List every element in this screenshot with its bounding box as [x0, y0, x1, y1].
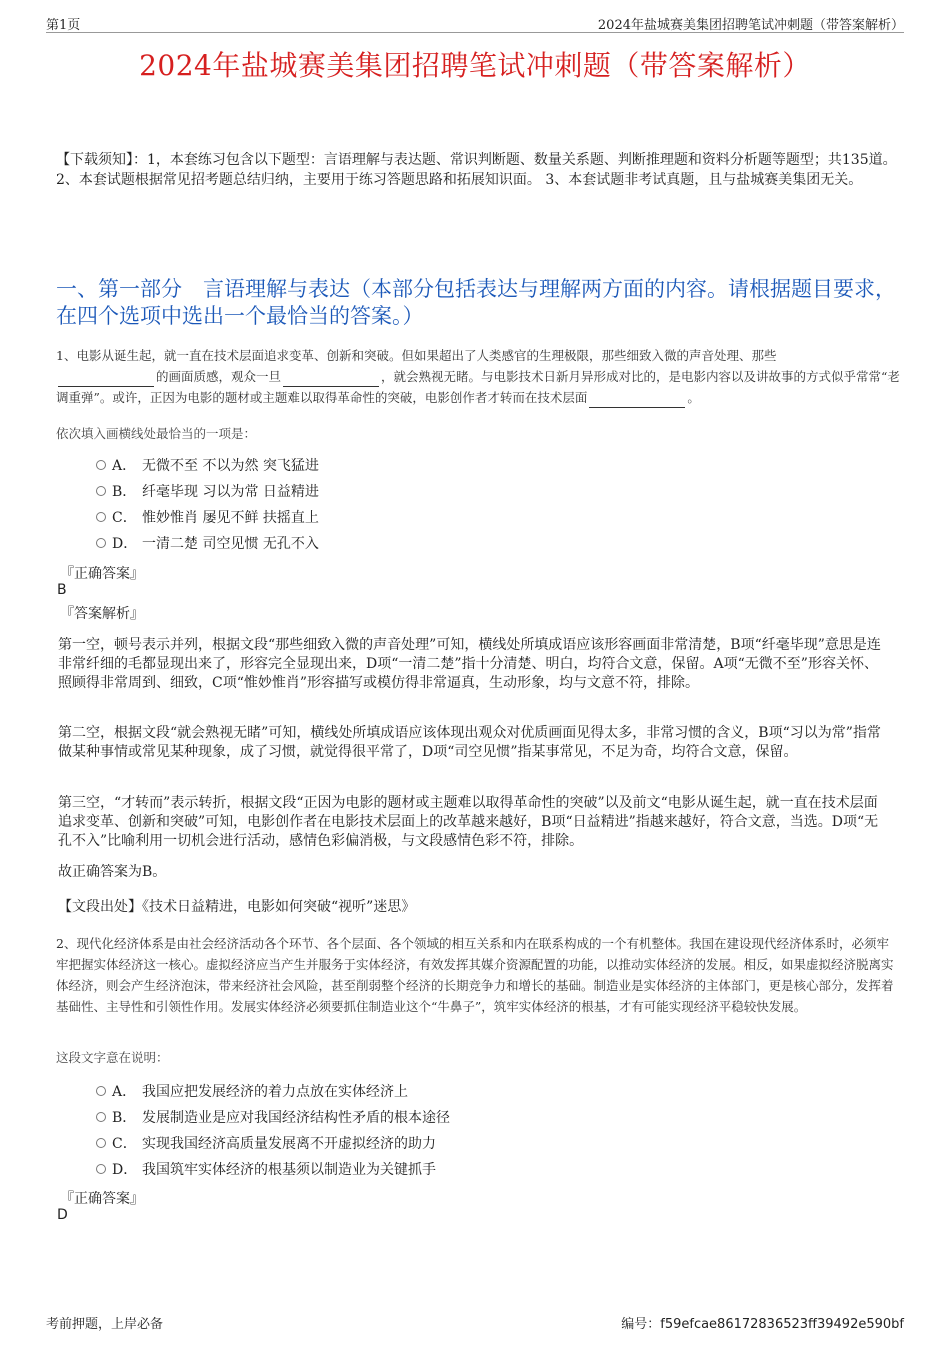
question-1-text: [56, 345, 901, 408]
option-text: 惟妙惟肖 屡见不鲜 扶摇直上: [142, 510, 319, 526]
radio-icon[interactable]: [96, 1164, 106, 1174]
option-text: 无微不至 不以为然 突飞猛进: [142, 458, 319, 474]
question-1-part-b: 的画面质感，观众一旦: [156, 369, 282, 384]
analysis-paragraph-2: 第二空，根据文段“就会熟视无睹”可知，横线处所填成语应该体现出观众对优质画面见得太多，非常习惯的含义，B项“习以为常”指常做某种事情或常见某种现象，成了习惯，就觉得很平常了，D项“司空见惯”指某事常见，不足为奇，均符合文意，保留。: [58, 725, 881, 760]
option-text: 我国筑牢实体经济的根基须以制造业为关键抓手: [142, 1162, 436, 1178]
option-b[interactable]: [96, 1105, 450, 1131]
option-letter: A．: [112, 458, 137, 474]
radio-icon[interactable]: [96, 512, 106, 522]
option-text: 我国应把发展经济的着力点放在实体经济上: [142, 1084, 408, 1100]
radio-icon[interactable]: [96, 538, 106, 548]
question-2-options: [96, 1079, 450, 1183]
question-1-part-d: 。: [687, 390, 700, 405]
option-d[interactable]: [96, 1157, 450, 1183]
footer-slogan: 考前押题，上岸必备: [46, 1317, 164, 1332]
option-letter: A．: [112, 1084, 137, 1100]
correct-answer-1: B: [57, 582, 67, 598]
correct-answer-2: D: [57, 1207, 68, 1223]
blank-3: [589, 393, 685, 408]
answer-label-2: 『正确答案』: [60, 1191, 144, 1207]
page-header: [46, 12, 904, 33]
radio-icon[interactable]: [96, 486, 106, 496]
option-c[interactable]: [96, 505, 319, 531]
option-a[interactable]: [96, 453, 319, 479]
option-letter: B．: [112, 1110, 137, 1126]
analysis-conclusion: 故正确答案为B。: [58, 864, 167, 880]
option-text: 一清二楚 司空见惯 无孔不入: [142, 536, 319, 552]
blank-2: [283, 372, 379, 387]
document-title: 2024年盐城赛美集团招聘笔试冲刺题（带答案解析）: [139, 49, 811, 82]
option-text: 发展制造业是应对我国经济结构性矛盾的根本途径: [142, 1110, 450, 1126]
answer-label-1: 『正确答案』: [60, 566, 144, 582]
radio-icon[interactable]: [96, 460, 106, 470]
option-letter: B．: [112, 484, 137, 500]
analysis-paragraph-3: 第三空，“才转而”表示转折，根据文段“正因为电影的题材或主题难以取得革命性的突破”以及前文“电影从诞生起，就一直在技术层面追求变革、创新和突破”可知，电影创作者在电影技术层面上的改革越来越好，B项“日益精进”指越来越好，符合文意，当选。D项“无孔不入”比喻利用一切机会进行活动，感情色彩偏消极，与文段感情色彩不符，排除。: [58, 795, 879, 849]
question-2-prompt: 这段文字意在说明：: [56, 1050, 169, 1065]
option-letter: D．: [112, 536, 138, 552]
option-letter: C．: [112, 1136, 137, 1152]
text-source: 【文段出处】《技术日益精进，电影如何突破“视听”迷思》: [58, 899, 416, 915]
page-number: 第1页: [46, 18, 81, 33]
option-d[interactable]: [96, 531, 319, 557]
radio-icon[interactable]: [96, 1086, 106, 1096]
option-text: 实现我国经济高质量发展离不开虚拟经济的助力: [142, 1136, 436, 1152]
footer-serial: 编号：f59efcae86172836523ff39492e590bf: [621, 1317, 904, 1332]
option-text: 纤毫毕现 习以为常 日益精进: [142, 484, 319, 500]
question-1-part-c: ，就会熟视无睹。与电影技术日新月异形成对比的，是电影内容以及讲故事的方式似乎常常“老调重弹”。或许，正因为电影的题材或主题难以取得革命性的突破，电影创作者才转而在技术层面: [56, 369, 900, 405]
option-letter: D．: [112, 1162, 138, 1178]
question-1-options: [96, 453, 319, 557]
radio-icon[interactable]: [96, 1112, 106, 1122]
blank-1: [58, 372, 154, 387]
option-a[interactable]: [96, 1079, 450, 1105]
download-notice: 【下载须知】：1，本套练习包含以下题型：言语理解与表达题、常识判断题、数量关系题、判断推理题和资料分析题等题型；共135道。 2、本套试题根据常见招考题总结归纳，主要用于练习答题思路和拓展知识面。 3、本套试题非考试真题，且与盐城赛美集团无关。: [56, 152, 897, 188]
radio-icon[interactable]: [96, 1138, 106, 1148]
question-1-part-a: 1、电影从诞生起，就一直在技术层面追求变革、创新和突破。但如果超出了人类感官的生理极限，那些细致入微的声音处理、那些: [56, 348, 777, 363]
question-2-text: 2、现代化经济体系是由社会经济活动各个环节、各个层面、各个领域的相互关系和内在联系构成的一个有机整体。我国在建设现代经济体系时，必须牢牢把握实体经济这一核心。虚拟经济应当产生并服务于实体经济，有效发挥其媒介资源配置的功能，以推动实体经济的发展。相反，如果虚拟经济脱离实体经济，则会产生经济泡沫，带来经济社会风险，甚至削弱整个经济的长期竞争力和增长的基础。制造业是实体经济的主体部门，更是核心部分，发挥着基础性、主导性和引领性作用。发展实体经济必须要抓住制造业这个“牛鼻子”，筑牢实体经济的根基，才有可能实现经济平稳较快发展。: [56, 936, 894, 1014]
option-b[interactable]: [96, 479, 319, 505]
option-c[interactable]: [96, 1131, 450, 1157]
analysis-paragraph-1: 第一空，顿号表示并列，根据文段“那些细致入微的声音处理”可知，横线处所填成语应该形容画面非常清楚，B项“纤毫毕现”意思是连非常纤细的毛都显现出来了，形容完全显现出来，D项“一清二楚”指十分清楚、明白，均符合文意，保留。A项“无微不至”形容关怀、照顾得非常周到、细致，C项“惟妙惟肖”形容描写或模仿得非常逼真，生动形象，均与文意不符，排除。: [58, 637, 881, 691]
header-doc-title: 2024年盐城赛美集团招聘笔试冲刺题（带答案解析）: [597, 18, 904, 33]
question-1-prompt: 依次填入画横线处最恰当的一项是：: [56, 426, 257, 441]
section-heading-1: 一、第一部分 言语理解与表达（本部分包括表达与理解两方面的内容。请根据题目要求，在四个选项中选出一个最恰当的答案。）: [56, 277, 896, 328]
option-letter: C．: [112, 510, 137, 526]
analysis-label-1: 『答案解析』: [60, 606, 144, 622]
